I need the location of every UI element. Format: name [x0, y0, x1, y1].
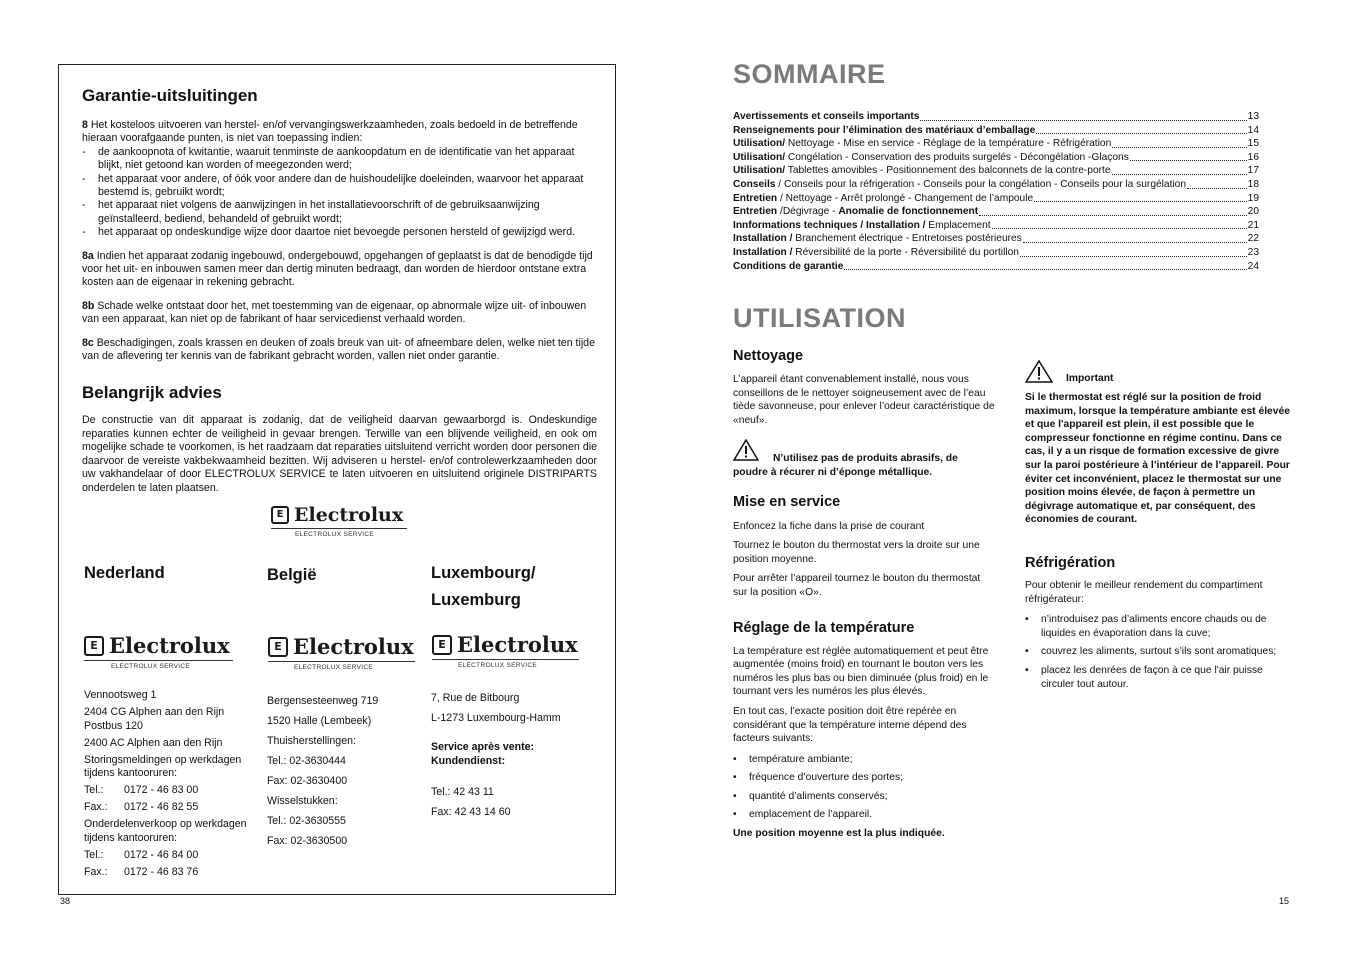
electrolux-logo-lu: E Electrolux ELECTROLUX SERVICE [432, 632, 579, 669]
sommaire-title: SOMMAIRE [733, 59, 886, 89]
toc-entry: Utilisation/ Congélation - Conservation des produits surgelés - Décongélation -Glaçons 16 [733, 151, 1259, 163]
utilisation-title: UTILISATION [733, 303, 906, 333]
address-nederland: Vennootsweg 1 2404 CG Alphen aan den Rijn Postbus 120 2400 AC Alphen aan den Rijn Storingsmeldingen op werkdagen tijdens kantooruren: Tel.: 0172 - 46 83 00 Fax.: 0172 - 46 82 55 Onderdelenverkoop op werkdagen tijdens kantooruren: Tel.: 0172 - 46 84 00 Fax.: 0172 - 46 83 76 [84, 689, 247, 878]
refrigeration-text: Pour obtenir le meilleur rendement du compartiment réfrigérateur: [1025, 579, 1263, 605]
reglage-factor: • fréquence d’ouverture des portes; [733, 771, 995, 785]
toc-entry: Renseignements pour l’élimination des matériaux d’emballage 14 [733, 124, 1259, 136]
table-of-contents [733, 110, 1259, 273]
garantie-section [82, 86, 597, 364]
address-belgie: Bergensesteenweg 719 1520 Halle (Lembeek) Thuisherstellingen: Tel.: 02-3630444 Fax: 02-3630400 Wisselstukken: Tel.: 02-3630555 Fax: 02-3630500 [267, 695, 379, 847]
toc-entry: Entretien /Dégivrage - Anomalie de fonctionnement 20 [733, 206, 1259, 218]
garantie-paragraph-8a: 8a Indien het apparaat zodanig ingebouwd, ondergebouwd, opgehangen of geplaatst is dat de benodigde tijd voor het uit- en inbouwen samen meer dan dertig minuten bedraagt, dan worden de hierdoor ontstane extra kosten aan de eigenaar in rekening gebracht. [82, 249, 593, 289]
toc-entry: Installation / Réversibilité de la porte - Réversibilité du portillon 23 [733, 246, 1259, 258]
logo-service-text: ELECTROLUX SERVICE [271, 528, 407, 538]
important-text: Si le thermostat est réglé sur la position de froid maximum, lorsque la température ambiante est élevée et que l'appareil est plein, il est possible que le compresseur fonctionne en régime continu. Dans ce cas, il y a un risque de formation excessive de givre sur la paroi postérieure à l’intérieur de l’appareil. Pour éviter cet inconvénient, placez le thermostat sur une position moins élevée, de façon à permettre un dégivrage automatique et, par conséquent, des économies de courant. [1025, 392, 1290, 526]
refrigeration-title: Réfrigération [1025, 554, 1116, 571]
toc-entry: Innformations techniques / Installation / Emplacement 21 [733, 219, 1259, 231]
toc-entry: Avertissements et conseils importants 13 [733, 111, 1259, 122]
reglage-factor: • quantité d’aliments conservés; [733, 790, 995, 804]
toc-entry: Utilisation/ Tablettes amovibles - Positionnement des balconnets de la contre-porte 17 [733, 165, 1259, 177]
electrolux-mark-icon: E [84, 636, 104, 656]
mise-paragraph: Enfoncez la fiche dans la prise de courant [733, 520, 925, 532]
country-luxembourg: Luxembourg/ Luxemburg [431, 564, 536, 609]
electrolux-mark-icon: E [268, 637, 288, 657]
mise-paragraph: Pour arrêter l’appareil tournez le bouton du thermostat sur la position «O». [733, 573, 981, 598]
garantie-paragraph-8c: 8c Beschadigingen, zoals krassen en deuken of zoals breuk van uit- of afneembare delen, welke niet ten tijde van de aflevering ter kennis van de fabrikant gebracht worden, vallen niet onder garantie. [82, 336, 595, 363]
garantie-item: - het apparaat op ondeskundige wijze door daartoe niet bevoegde personen hersteld of gewijzigd werd. [82, 226, 597, 239]
reglage-title: Réglage de la température [733, 619, 915, 636]
utilisation-column-1 [733, 348, 995, 841]
toc-entry: Conditions de garantie 24 [733, 260, 1259, 272]
electrolux-logo-main [271, 504, 407, 538]
page-number-right: 15 [1279, 896, 1290, 906]
reglage-paragraph: La température est réglée automatiquement et peut être augmentée (moins froid) en tournant le bouton vers les numéros les plus bas ou bien diminuée (plus froid) en le tournant vers les numéros les plus élevés. [733, 645, 989, 698]
advies-title: Belangrijk advies [82, 383, 222, 402]
garantie-paragraph-8b: 8b Schade welke ontstaat door het, met toestemming van de eigenaar, op abnormale wijze uit- of inbouwen van een apparaat, kan niet op de fabrikant of haar servicedienst verhaald worden. [82, 299, 587, 326]
toc-entry: Entretien / Nettoyage - Arrêt prolongé - Changement de l’ampoule 19 [733, 192, 1259, 204]
electrolux-mark-icon: E [432, 635, 452, 655]
reglage-factor: • emplacement de l’appareil. [733, 808, 995, 822]
mise-paragraph: Tournez le bouton du thermostat vers la droite sur une position moyenne. [733, 540, 980, 565]
toc-entry: Utilisation/ Nettoyage - Mise en service - Réglage de la température - Réfrigération 15 [733, 138, 1259, 150]
nettoyage-title: Nettoyage [733, 348, 804, 364]
garantie-title: Garantie-uitsluitingen [82, 86, 258, 105]
warning-triangle-icon [1025, 360, 1053, 383]
utilisation-column-2 [1025, 360, 1291, 691]
advies-section [82, 383, 597, 496]
garantie-item: - het apparaat voor andere, of óók voor andere dan de huishoudelijke doeleinden, waarvoor het apparaat bestemd is, gebruikt wordt; [82, 173, 597, 200]
reglage-factor: • température ambiante; [733, 753, 995, 767]
mise-en-service-title: Mise en service [733, 493, 841, 510]
important-label: Important [1066, 373, 1114, 384]
advies-text: De constructie van dit apparaat is zodanig, dat de veiligheid daarvan gewaarborgd is. Ondeskundige reparaties kunnen echter de veiligheid in gevaar brengen. Terwille van een blijvende veiligheid, en ook om mogelijke schade te voorkomen, is het raadzaam dat reparaties uitsluitend verricht worden door personen die daarvoor de vereiste vakbekwaamheid bezitten. Wij adviseren u herstel- en/of controlewerkzaamheden door uw vakhandelaar of door ELECTROLUX SERVICE te laten uitvoeren en uitsluitend originele DISTRIPARTS onderdelen te laten plaatsen. [82, 414, 597, 494]
country-belgie: België [267, 566, 317, 584]
electrolux-mark-icon: E [271, 506, 289, 524]
page-number-left: 38 [60, 896, 71, 906]
important-header [1025, 360, 1291, 383]
reglage-note: Une position moyenne est la plus indiquée. [733, 828, 945, 840]
garantie-paragraph-8: 8 Het kosteloos uitvoeren van herstel- en/of vervangingswerkzaamheden, zoals bedoeld in de betreffende hieraan voorafgaande punten, is niet van toepassing indien: [82, 119, 578, 145]
electrolux-logo-be: E Electrolux ELECTROLUX SERVICE [268, 634, 415, 671]
address-luxembourg: 7, Rue de Bitbourg L-1273 Luxembourg-Hamm Service après vente: Kundendienst: Tel.: 42 43 11 Fax: 42 43 14 60 [431, 692, 561, 818]
garantie-item: - de aankoopnota of kwitantie, waaruit tenminste de aankoopdatum en de identificatie van het apparaat blijkt, niet getoond kan worden of meegezonden werd; [82, 146, 597, 173]
reglage-paragraph: En tout cas, l’exacte position doit être repérée en considérant que la température interne dépend des facteurs suivants: [733, 705, 967, 745]
country-nederland: Nederland [84, 564, 165, 582]
logo-brand-text: Electrolux [294, 504, 404, 526]
nettoyage-warning-text: N’utilisez pas de produits abrasifs, de poudre à récurer ni d’éponge métallique. [733, 453, 958, 478]
electrolux-logo-nl: E Electrolux ELECTROLUX SERVICE [84, 633, 233, 670]
nettoyage-text: L’appareil étant convenablement installé, nous vous conseillons de le nettoyer soigneusement avec de l’eau tiède savonneuse, pour enlever l’odeur caractéristique de «neuf». [733, 374, 995, 426]
nettoyage-warning [733, 439, 995, 479]
toc-entry: Conseils / Conseils pour la réfrigeration - Conseils pour la congélation - Conseils pour la surgélation 18 [733, 178, 1259, 190]
garantie-item: - het apparaat niet volgens de aanwijzingen in het installatievoorschrift of de gebruiksaanwijzing geïnstalleerd, bediend, behandeld of gebruikt wordt; [82, 199, 597, 226]
toc-entry: Installation / Branchement électrique - Entretoises postérieures 22 [733, 233, 1259, 245]
refrigeration-tip: • couvrez les aliments, surtout s’ils sont aromatiques; [1025, 645, 1291, 659]
refrigeration-tip: • n’introduisez pas d’aliments encore chauds ou de liquides en évaporation dans la cuve; [1025, 613, 1291, 640]
refrigeration-tip: • placez les denrées de façon à ce que l'air puisse circuler tout autour. [1025, 664, 1291, 691]
